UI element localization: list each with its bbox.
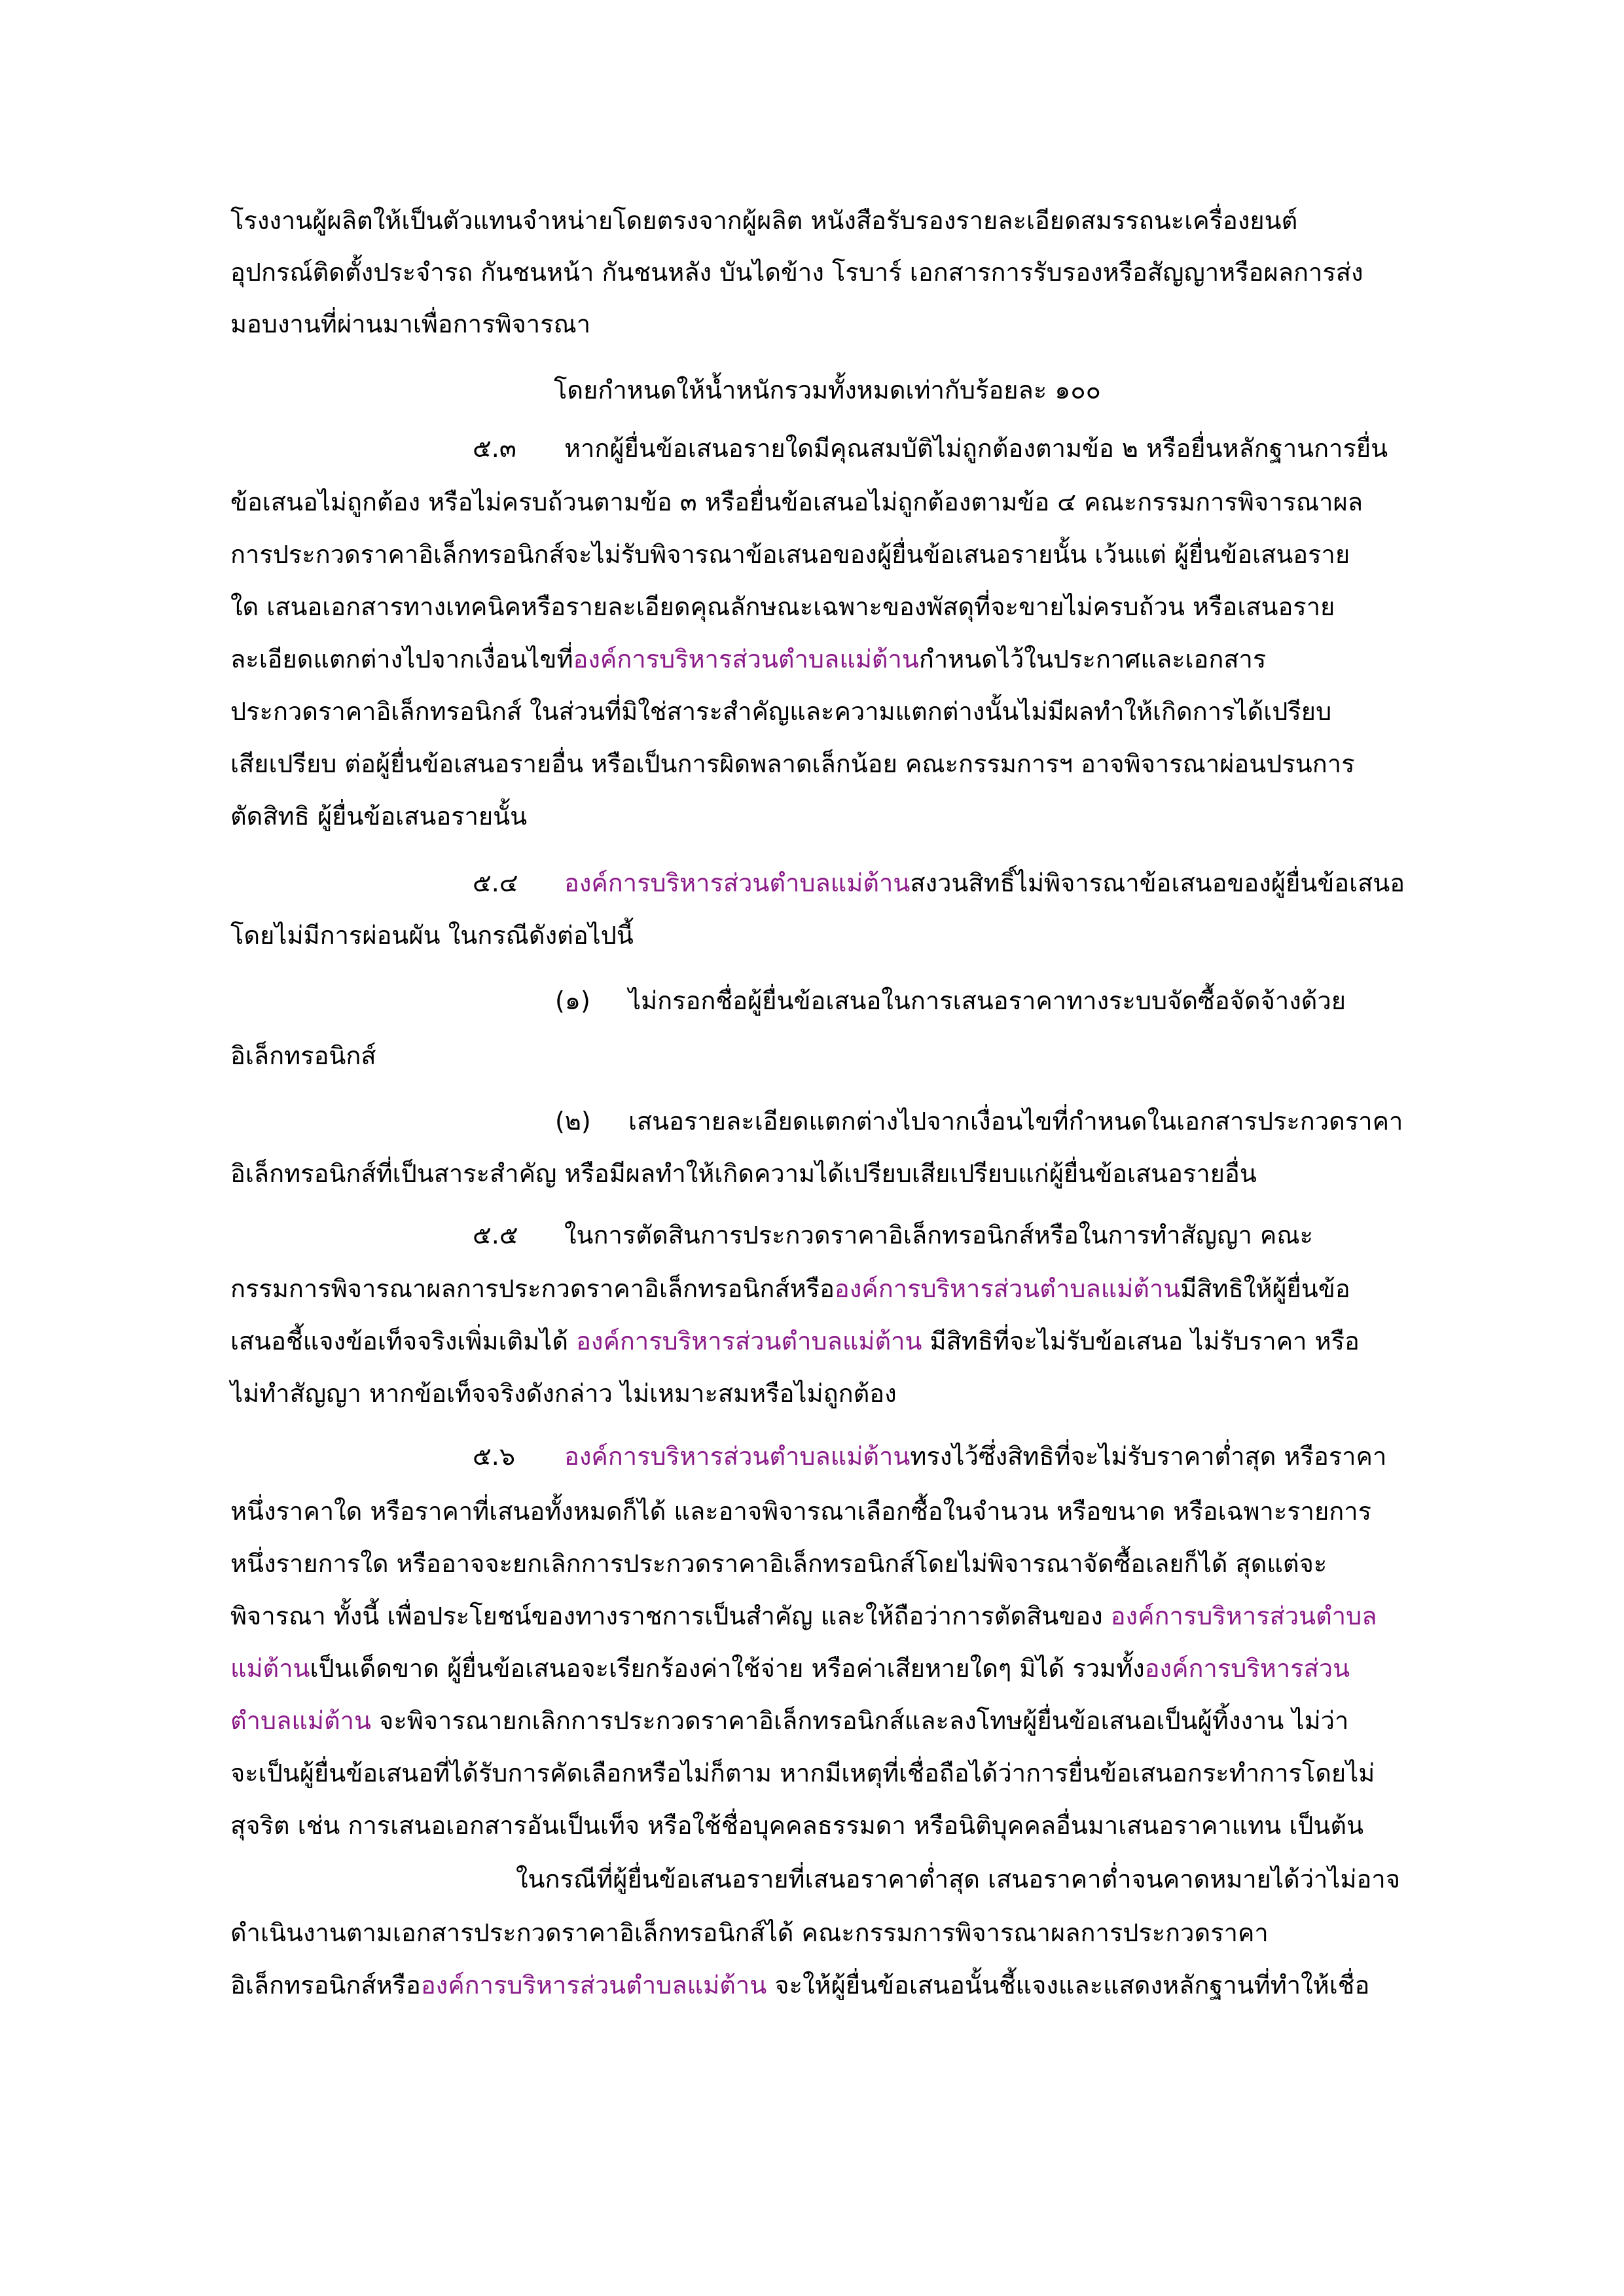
text-line (230, 643, 1266, 679)
text-line (230, 1272, 1350, 1309)
text-line (564, 1440, 1386, 1477)
org-name: องค์การบริหารส่วนตำบลแม่ต้าน (420, 1971, 767, 2000)
section-number: ๕.๓ (473, 434, 516, 463)
text-run: เป็นเด็ดขาด ผู้ยื่นข้อเสนอจะเรียกร้องค่าใช้จ่าย หรือค่าเสียหายใดๆ มิได้ รวมทั้ง (310, 1654, 1145, 1683)
text-line: ดำเนินงานตามเอกสารประกวดราคาอิเล็กทรอนิกส์ได้ คณะกรรมการพิจารณาผลการประกวดราคา (230, 1918, 1269, 1947)
org-name: องค์การบริหารส่วนตำบลแม่ต้าน (834, 1274, 1181, 1303)
text-line: ในการตัดสินการประกวดราคาอิเล็กทรอนิกส์หรือในการทำสัญญา คณะ (564, 1221, 1314, 1249)
text-line (230, 1325, 1360, 1361)
org-name: องค์การบริหารส่วนตำบลแม่ต้าน (564, 1442, 911, 1471)
text-line (230, 1969, 1369, 2005)
text-line (564, 867, 1405, 903)
text-line: เสนอรายละเอียดแตกต่างไปจากเงื่อนไขที่กำหนดในเอกสารประกวดราคา (628, 1107, 1403, 1136)
text-line: อุปกรณ์ติดตั้งประจำรถ กันชนหน้า กันชนหลัง บันไดข้าง โรบาร์ เอกสารการรับรองหรือสัญญาหรือผลการส่ง (230, 258, 1363, 287)
org-name-part: องค์การบริหารส่วนตำบล (1110, 1602, 1377, 1630)
text-run: เสนอชี้แจงข้อเท็จจริงเพิ่มเติมได้ (230, 1327, 577, 1355)
text-line: โรงงานผู้ผลิตให้เป็นตัวแทนจำหน่ายโดยตรงจากผู้ผลิต หนังสือรับรองรายละเอียดสมรรถนะเครื่องยนต์ (230, 206, 1298, 235)
text-line: การประกวดราคาอิเล็กทรอนิกส์จะไม่รับพิจารณาข้อเสนอของผู้ยื่นข้อเสนอรายนั้น เว้นแต่ ผู้ยื่นข้อเสนอราย (230, 540, 1350, 569)
text-line: มอบงานที่ผ่านมาเพื่อการพิจารณา (230, 310, 591, 338)
text-line: ประกวดราคาอิเล็กทรอนิกส์ ในส่วนที่มิใช่สาระสำคัญและความแตกต่างนั้นไม่มีผลทำให้เกิดการได้เปรียบ (230, 697, 1332, 726)
text-run: ละเอียดแตกต่างไปจากเงื่อนไขที่ (230, 645, 573, 673)
section-number: ๕.๖ (473, 1442, 515, 1471)
text-line: ไม่กรอกชื่อผู้ยื่นข้อเสนอในการเสนอราคาทางระบบจัดซื้อจัดจ้างด้วย (628, 986, 1346, 1015)
text-run: มีสิทธิให้ผู้ยื่นข้อ (1180, 1274, 1350, 1303)
org-name-part: องค์การบริหารส่วน (1144, 1654, 1350, 1683)
text-run: ทรงไว้ซึ่งสิทธิที่จะไม่รับราคาต่ำสุด หรือราคา (910, 1442, 1387, 1471)
text-line: อิเล็กทรอนิกส์ (230, 1041, 376, 1070)
text-line: จะเป็นผู้ยื่นข้อเสนอที่ได้รับการคัดเลือกหรือไม่ก็ตาม หากมีเหตุที่เชื่อถือได้ว่าการยื่นข้อเสนอกระทำการโดยไม่ (230, 1759, 1375, 1787)
text-line: ในกรณีที่ผู้ยื่นข้อเสนอรายที่เสนอราคาต่ำสุด เสนอราคาต่ำจนคาดหมายได้ว่าไม่อาจ (516, 1865, 1400, 1893)
text-line: หากผู้ยื่นข้อเสนอรายใดมีคุณสมบัติไม่ถูกต้องตามข้อ ๒ หรือยื่นหลักฐานการยื่น (564, 434, 1388, 463)
org-name: องค์การบริหารส่วนตำบลแม่ต้าน (564, 869, 911, 897)
org-name: องค์การบริหารส่วนตำบลแม่ต้าน (576, 1327, 922, 1355)
section-number: ๕.๔ (473, 869, 518, 897)
text-line: ข้อเสนอไม่ถูกต้อง หรือไม่ครบถ้วนตามข้อ ๓ หรือยื่นข้อเสนอไม่ถูกต้องตามข้อ ๔ คณะกรรมการพิจารณาผล (230, 488, 1363, 516)
text-run: สงวนสิทธิ์ไม่พิจารณาข้อเสนอของผู้ยื่นข้อเสนอ (910, 869, 1405, 897)
item-number: (๑) (555, 986, 590, 1015)
text-line: ใด เสนอเอกสารทางเทคนิคหรือรายละเอียดคุณลักษณะเฉพาะของพัสดุที่จะขายไม่ครบถ้วน หรือเสนอราย (230, 592, 1335, 621)
weight-note: โดยกำหนดให้น้ำหนักรวมทั้งหมดเท่ากับร้อยละ ๑๐๐ (554, 376, 1101, 404)
text-run: มีสิทธิที่จะไม่รับข้อเสนอ ไม่รับราคา หรือ (922, 1327, 1360, 1355)
text-line (230, 1652, 1350, 1689)
org-name-part: ตำบลแม่ต้าน (230, 1706, 371, 1735)
text-line: เสียเปรียบ ต่อผู้ยื่นข้อเสนอรายอื่น หรือเป็นการผิดพลาดเล็กน้อย คณะกรรมการฯ อาจพิจารณาผ่อนปรนการ (230, 749, 1355, 778)
org-name: องค์การบริหารส่วนตำบลแม่ต้าน (573, 645, 919, 673)
text-line: อิเล็กทรอนิกส์ที่เป็นสาระสำคัญ หรือมีผลทำให้เกิดความได้เปรียบเสียเปรียบแก่ผู้ยื่นข้อเสนอรายอื่น (230, 1159, 1257, 1188)
text-run: พิจารณา ทั้งนี้ เพื่อประโยชน์ของทางราชการเป็นสำคัญ และให้ถือว่าการตัดสินของ (230, 1602, 1111, 1630)
text-line: หนึ่งรายการใด หรืออาจจะยกเลิกการประกวดราคาอิเล็กทรอนิกส์โดยไม่พิจารณาจัดซื้อเลยก็ได้ สุดแต่จะ (230, 1549, 1327, 1578)
text-line: โดยไม่มีการผ่อนผัน ในกรณีดังต่อไปนี้ (230, 921, 634, 950)
text-line: ตัดสิทธิ ผู้ยื่นข้อเสนอรายนั้น (230, 802, 528, 831)
text-run: จะให้ผู้ยื่นข้อเสนอนั้นชี้แจงและแสดงหลักฐานที่ทำให้เชื่อ (767, 1971, 1370, 2000)
text-run: จะพิจารณายกเลิกการประกวดราคาอิเล็กทรอนิกส์และลงโทษผู้ยื่นข้อเสนอเป็นผู้ทิ้งงาน ไม่ว่า (370, 1706, 1349, 1735)
section-number: ๕.๕ (473, 1221, 518, 1249)
text-line (230, 1600, 1377, 1636)
item-number: (๒) (555, 1107, 591, 1136)
text-line: หนึ่งราคาใด หรือราคาที่เสนอทั้งหมดก็ได้ และอาจพิจารณาเลือกซื้อในจำนวน หรือขนาด หรือเฉพาะรายการ (230, 1497, 1372, 1526)
text-run: อิเล็กทรอนิกส์หรือ (230, 1971, 421, 2000)
text-line: สุจริต เช่น การเสนอเอกสารอันเป็นเท็จ หรือใช้ชื่อบุคคลธรรมดา หรือนิติบุคคลอื่นมาเสนอราคาแทน เป็นต้น (230, 1811, 1364, 1840)
org-name-part: แม่ต้าน (230, 1654, 310, 1683)
text-run: กำหนดไว้ในประกาศและเอกสาร (918, 645, 1267, 673)
text-line: ไม่ทำสัญญา หากข้อเท็จจริงดังกล่าว ไม่เหมาะสมหรือไม่ถูกต้อง (230, 1379, 897, 1408)
text-run: กรรมการพิจารณาผลการประกวดราคาอิเล็กทรอนิกส์หรือ (230, 1274, 835, 1303)
text-line (230, 1704, 1348, 1741)
